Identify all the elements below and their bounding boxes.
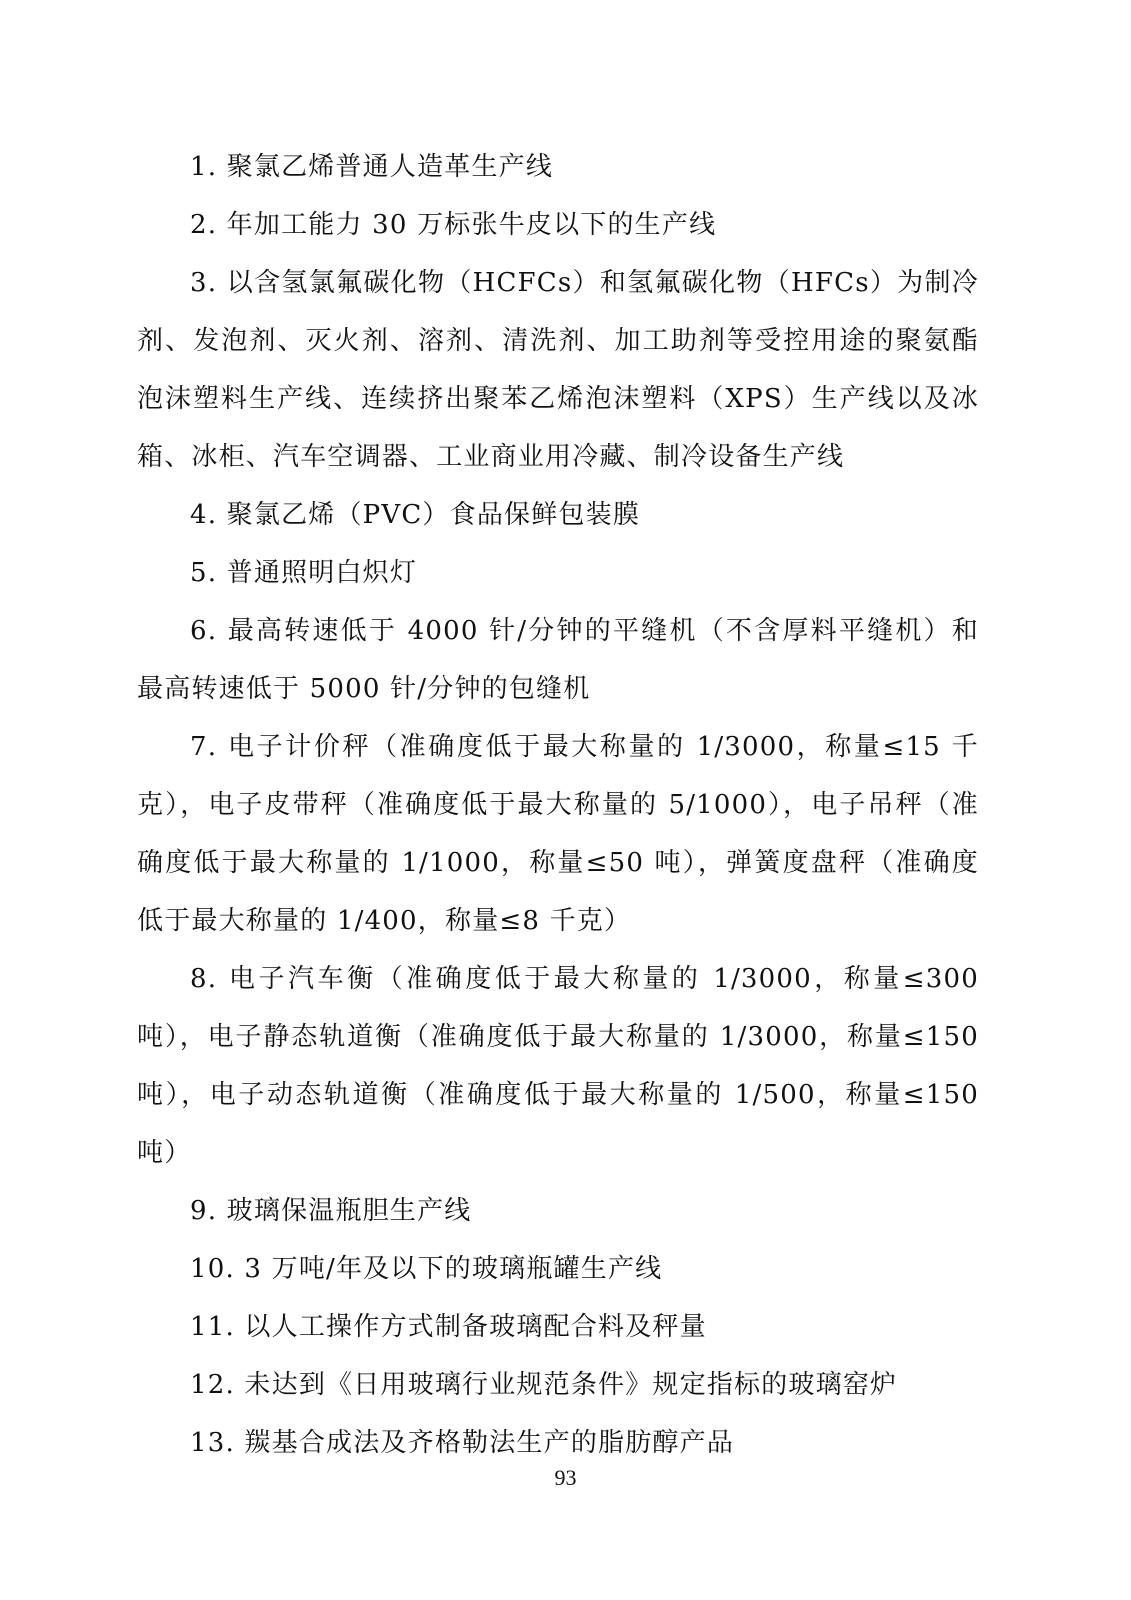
list-item-3: 3. 以含氢氯氟碳化物（HCFCs）和氢氟碳化物（HFCs）为制冷剂、发泡剂、灭火剂、溶剂、清洗剂、加工助剂等受控用途的聚氨酯泡沫塑料生产线、连续挤出聚苯乙烯泡沫塑料（XPS）生产线以及冰箱、冰柜、汽车空调器、工业商业用冷藏、制冷设备生产线 xyxy=(137,268,979,472)
list-item-6: 6. 最高转速低于 4000 针/分钟的平缝机（不含厚料平缝机）和最高转速低于 5000 针/分钟的包缝机 xyxy=(137,616,979,704)
list-item-4: 4. 聚氯乙烯（PVC）食品保鲜包装膜 xyxy=(190,500,641,530)
list-item-7: 7. 电子计价秤（准确度低于最大称量的 1/3000，称量≤15 千克），电子皮带秤（准确度低于最大称量的 5/1000），电子吊秤（准确度低于最大称量的 1/1000，称量≤50 吨），弹簧度盘秤（准确度低于最大称量的 1/400，称量≤8 千克） xyxy=(137,732,979,936)
list-item-9: 9. 玻璃保温瓶胆生产线 xyxy=(190,1196,472,1226)
page-number: 93 xyxy=(554,1465,577,1490)
list-item-11: 11. 以人工操作方式制备玻璃配合料及秤量 xyxy=(190,1312,707,1342)
document-body xyxy=(137,138,979,1472)
list-item-13: 13. 羰基合成法及齐格勒法生产的脂肪醇产品 xyxy=(190,1428,735,1458)
list-item-5: 5. 普通照明白炽灯 xyxy=(190,558,418,588)
list-item-12: 12. 未达到《日用玻璃行业规范条件》规定指标的玻璃窑炉 xyxy=(190,1370,898,1400)
list-item-10: 10. 3 万吨/年及以下的玻璃瓶罐生产线 xyxy=(190,1254,663,1284)
list-item-1: 1. 聚氯乙烯普通人造革生产线 xyxy=(190,152,554,182)
list-item-2: 2. 年加工能力 30 万标张牛皮以下的生产线 xyxy=(190,210,717,240)
list-item-8: 8. 电子汽车衡（准确度低于最大称量的 1/3000，称量≤300 吨），电子静态轨道衡（准确度低于最大称量的 1/3000，称量≤150 吨），电子动态轨道衡（准确度低于最大称量的 1/500，称量≤150 吨） xyxy=(137,964,979,1168)
